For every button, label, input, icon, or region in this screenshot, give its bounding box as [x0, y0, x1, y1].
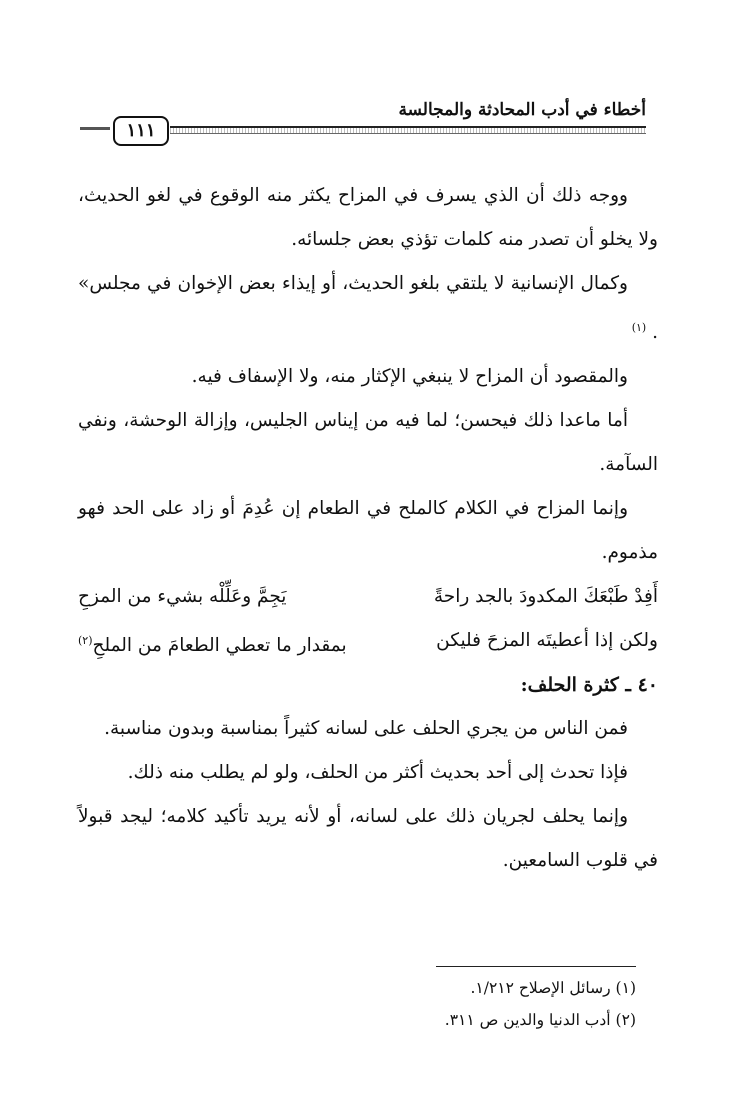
paragraph-5: وإنما المزاح في الكلام كالملح في الطعام إن عُدِمَ أو زاد على الحد فهو مذموم. [78, 498, 658, 564]
poem [78, 575, 658, 663]
paragraph-2-text: وكمال الإنسانية لا يلتقي بلغو الحديث، أو إيذاء بعض الإخوان في مجلس» . [78, 273, 658, 344]
footnote-rule [436, 966, 636, 967]
poem-verse-1-second-half: يَجِمَّ وعَلِّلْه بشيء من المزحِ [78, 586, 287, 608]
footnote-ref-1: (١) [631, 321, 647, 334]
poem-verse-1 [78, 575, 658, 619]
body-text [78, 174, 658, 883]
footnote-ref-2: (٢) [78, 634, 93, 648]
paragraph-2 [78, 262, 658, 355]
poem-verse-1-first-half: أَفِدْ طَبْعَكَ المكدودَ بالجد راحةً [433, 586, 658, 608]
section-heading: ٤٠ ـ كثرة الحلف: [520, 674, 658, 697]
paragraph-8: وإنما يحلف لجريان ذلك على لسانه، أو لأنه يريد تأكيد كلامه؛ ليجد قبولاً في قلوب السامعين. [78, 806, 658, 872]
footnote-2 [445, 1004, 636, 1036]
paragraph-7: فإذا تحدث إلى أحد بحديث أكثر من الحلف، ولو لم يطلب منه ذلك. [127, 762, 628, 784]
header-rule-left [80, 127, 110, 130]
paragraph-3: والمقصود أن المزاح لا ينبغي الإكثار منه، ولا الإسفاف فيه. [191, 366, 628, 388]
footnote-1 [445, 972, 636, 1004]
footnotes [445, 972, 636, 1036]
footnote-2-text: أدب الدنيا والدين ص ٣١١. [444, 1011, 611, 1029]
poem-verse-2 [78, 619, 658, 663]
page-number: ١١١ [113, 116, 169, 146]
paragraph-1: ووجه ذلك أن الذي يسرف في المزاح يكثر منه الوقوع في لغو الحديث، ولا يخلو أن تصدر منه كلمات تؤذي بعض جلسائه. [78, 185, 658, 250]
paragraph-4: أما ماعدا ذلك فيحسن؛ لما فيه من إيناس الجليس، وإزالة الوحشة، ونفي السآمة. [78, 410, 658, 476]
footnote-2-number: (٢) [615, 1011, 636, 1029]
poem-verse-2-second-half [78, 619, 347, 663]
running-header-title: أخطاء في أدب المحادثة والمجالسة [398, 100, 646, 120]
poem-verse-2-second-text: بمقدار ما تعطي الطعامَ من الملحِ [92, 635, 347, 657]
header-rule [170, 126, 646, 134]
footnote-1-text: رسائل الإصلاح ١/٢١٢. [470, 979, 611, 997]
poem-verse-2-first-half: ولكن إذا أعطيتَه المزحَ فليكن [436, 630, 658, 652]
paragraph-6: فمن الناس من يجري الحلف على لسانه كثيراً بمناسبة وبدون مناسبة. [104, 718, 628, 740]
footnote-1-number: (١) [615, 979, 636, 997]
